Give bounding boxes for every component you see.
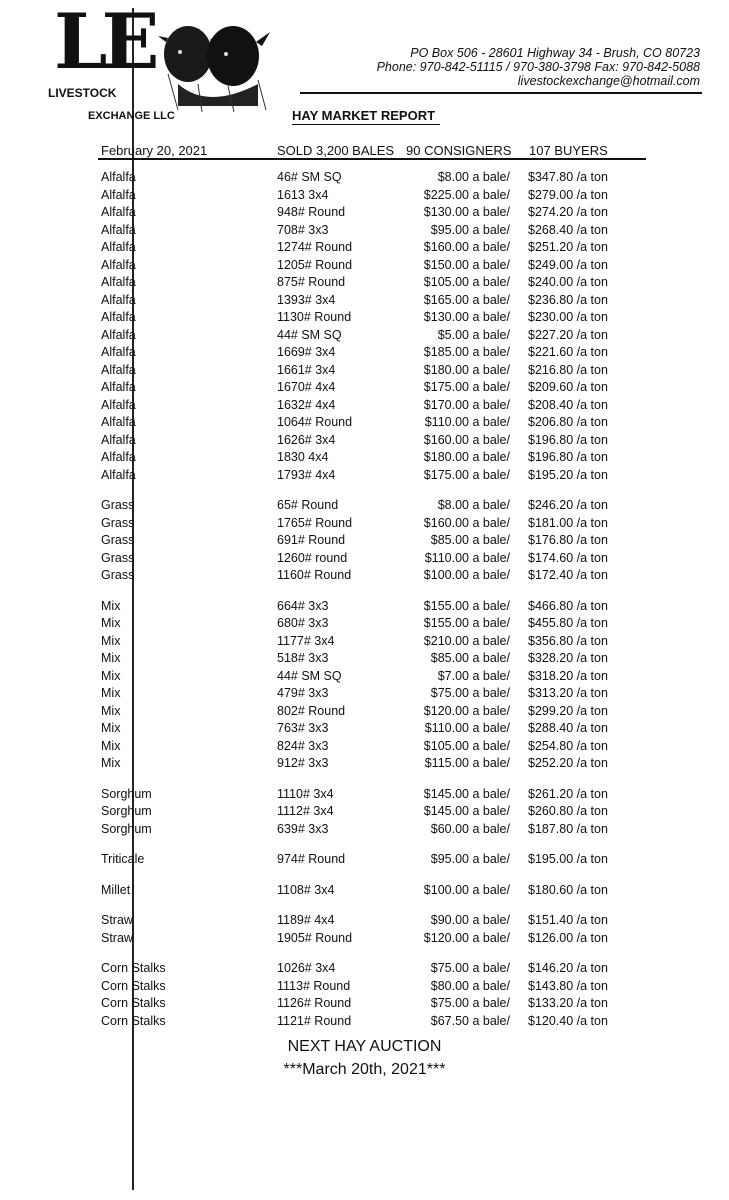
price-per-ton-cell: $466.80 /a ton (528, 598, 608, 613)
hay-type-cell: Corn Stalks (101, 978, 166, 993)
price-per-bale-cell: $130.00 a bale/ (423, 205, 510, 219)
hay-type-cell: Alfalfa (101, 170, 136, 184)
bale-description-cell: 1670# 4x4 (277, 380, 336, 394)
price-per-bale-cell: $120.00 a bale/ (423, 930, 510, 945)
table-row (0, 961, 729, 979)
bale-description-cell: 974# Round (277, 852, 346, 866)
bale-description-cell: 1274# Round (277, 240, 353, 254)
price-per-ton-cell: $299.20 /a ton (528, 703, 608, 718)
bale-description-cell: 763# 3x3 (277, 721, 329, 735)
price-per-bale-cell: $75.00 a bale/ (430, 961, 510, 975)
price-per-bale-cell: $175.00 a bale/ (423, 380, 510, 394)
price-per-bale-cell: $100.00 a bale/ (423, 568, 510, 582)
price-per-ton-cell: $176.80 /a ton (528, 533, 608, 547)
hay-type-cell: Mix (101, 598, 121, 613)
bale-description-cell: 1669# 3x4 (277, 345, 336, 359)
hay-type-cell: Mix (101, 651, 121, 665)
consigners-count: 90 CONSIGNERS (406, 143, 512, 158)
hay-type-cell: Sorghum (101, 786, 152, 801)
price-per-bale-cell: $110.00 a bale/ (424, 721, 510, 735)
price-per-ton-cell: $240.00 /a ton (528, 275, 608, 289)
price-per-bale-cell: $90.00 a bale/ (430, 913, 510, 927)
bale-description-cell: 1110# 3x4 (277, 786, 334, 801)
price-per-bale-cell: $225.00 a bale/ (423, 187, 510, 202)
price-per-bale-cell: $67.50 a bale/ (430, 1013, 510, 1028)
price-per-bale-cell: $160.00 a bale/ (423, 240, 510, 254)
price-per-bale-cell: $145.00 a bale/ (423, 786, 510, 801)
bale-description-cell: 1121# Round (277, 1013, 352, 1028)
bale-description-cell: 518# 3x3 (277, 651, 329, 665)
price-per-bale-cell: $155.00 a bale/ (423, 616, 510, 630)
price-per-ton-cell: $174.60 /a ton (528, 550, 608, 565)
price-per-ton-cell: $261.20 /a ton (528, 786, 608, 801)
logo-letter-l: LE (54, 0, 154, 86)
hay-type-cell: Mix (101, 633, 121, 648)
hay-type-cell: Alfalfa (101, 450, 136, 464)
hay-type-cell: Straw (101, 930, 133, 945)
hay-type-cell: Alfalfa (101, 257, 136, 272)
bale-description-cell: 639# 3x3 (277, 821, 329, 836)
bale-description-cell: 824# 3x3 (277, 738, 329, 753)
price-per-ton-cell: $227.20 /a ton (528, 327, 608, 342)
table-row (0, 433, 729, 451)
hay-type-cell: Sorghum (101, 821, 152, 836)
price-per-ton-cell: $288.40 /a ton (528, 721, 608, 735)
hay-type-cell: Mix (101, 616, 121, 630)
hay-type-cell: Sorghum (101, 804, 152, 818)
hay-type-cell: Mix (101, 703, 121, 718)
price-per-ton-cell: $143.80 /a ton (528, 978, 608, 993)
bale-description-cell: 44# SM SQ (277, 327, 342, 342)
price-per-ton-cell: $146.20 /a ton (528, 961, 608, 975)
bale-description-cell: 1064# Round (277, 415, 353, 429)
price-per-ton-cell: $216.80 /a ton (528, 362, 608, 377)
hay-type-cell: Mix (101, 721, 121, 735)
table-row (0, 205, 729, 223)
price-per-ton-cell: $126.00 /a ton (528, 930, 608, 945)
report-title: HAY MARKET REPORT (292, 108, 436, 123)
hay-type-cell: Grass (101, 568, 135, 582)
bale-description-cell: 664# 3x3 (277, 598, 329, 613)
hay-type-cell: Alfalfa (101, 362, 136, 377)
contact-email: livestockexchange@hotmail.com (517, 74, 700, 88)
price-per-ton-cell: $246.20 /a ton (528, 498, 608, 512)
table-row (0, 568, 729, 586)
bale-description-cell: 708# 3x3 (277, 222, 329, 237)
bale-description-cell: 1613 3x4 (277, 187, 329, 202)
table-row (0, 931, 729, 949)
bale-description-cell: 1126# Round (277, 996, 352, 1010)
price-per-bale-cell: $210.00 a bale/ (423, 633, 510, 648)
table-row (0, 363, 729, 381)
price-per-ton-cell: $356.80 /a ton (528, 633, 608, 648)
hay-type-cell: Alfalfa (101, 327, 136, 342)
table-row (0, 328, 729, 346)
bale-description-cell: 1113# Round (277, 978, 351, 993)
table-row (0, 468, 729, 486)
price-per-bale-cell: $170.00 a bale/ (423, 397, 510, 412)
title-underline (292, 124, 440, 125)
table-row (0, 275, 729, 293)
hay-type-cell: Mix (101, 668, 121, 683)
price-per-bale-cell: $160.00 a bale/ (423, 515, 510, 530)
hay-type-cell: Alfalfa (101, 222, 136, 237)
hay-type-cell: Alfalfa (101, 432, 136, 447)
bale-description-cell: 479# 3x3 (277, 686, 329, 700)
price-per-ton-cell: $328.20 /a ton (528, 651, 608, 665)
table-row (0, 240, 729, 258)
price-per-ton-cell: $455.80 /a ton (528, 616, 608, 630)
bale-description-cell: 1793# 4x4 (277, 467, 336, 482)
price-per-ton-cell: $318.20 /a ton (528, 668, 608, 683)
hay-type-cell: Grass (101, 515, 135, 530)
price-per-bale-cell: $110.00 a bale/ (424, 415, 510, 429)
price-per-bale-cell: $5.00 a bale/ (437, 327, 510, 342)
price-per-ton-cell: $221.60 /a ton (528, 345, 608, 359)
table-row (0, 533, 729, 551)
bale-description-cell: 1108# 3x4 (277, 882, 335, 897)
price-per-ton-cell: $133.20 /a ton (528, 996, 608, 1010)
price-per-ton-cell: $260.80 /a ton (528, 804, 608, 818)
header-rule (300, 92, 702, 94)
table-row (0, 170, 729, 188)
hay-type-cell: Corn Stalks (101, 961, 166, 975)
contact-phone: Phone: 970-842-51115 / 970-380-3798 Fax: 970-842-5088 (376, 60, 700, 74)
price-per-ton-cell: $181.00 /a ton (528, 515, 608, 530)
price-per-bale-cell: $80.00 a bale/ (430, 978, 510, 993)
bale-description-cell: 1765# Round (277, 515, 353, 530)
price-per-bale-cell: $100.00 a bale/ (423, 882, 510, 897)
next-auction-date: ***March 20th, 2021*** (283, 1061, 446, 1078)
price-per-ton-cell: $206.80 /a ton (528, 415, 608, 429)
table-row (0, 258, 729, 276)
bale-description-cell: 680# 3x3 (277, 616, 329, 630)
hay-type-cell: Straw (101, 913, 133, 927)
table-row (0, 996, 729, 1014)
hay-type-cell: Alfalfa (101, 292, 136, 307)
price-per-bale-cell: $165.00 a bale/ (423, 292, 510, 307)
bale-description-cell: 44# SM SQ (277, 668, 342, 683)
price-per-bale-cell: $180.00 a bale/ (423, 362, 510, 377)
hay-type-cell: Corn Stalks (101, 1013, 166, 1028)
price-per-bale-cell: $185.00 a bale/ (423, 345, 510, 359)
table-row (0, 616, 729, 634)
price-per-ton-cell: $120.40 /a ton (528, 1013, 608, 1028)
hay-type-cell: Alfalfa (101, 397, 136, 412)
table-row (0, 704, 729, 722)
table-row (0, 883, 729, 901)
table-row (0, 739, 729, 757)
table-row (0, 634, 729, 652)
table-row (0, 498, 729, 516)
price-per-bale-cell: $150.00 a bale/ (423, 257, 510, 272)
bale-description-cell: 1632# 4x4 (277, 397, 336, 412)
table-row (0, 979, 729, 997)
logo-exchange-text: EXCHANGE LLC (88, 110, 175, 122)
bale-description-cell: 1177# 3x4 (277, 633, 335, 648)
hay-type-cell: Mix (101, 756, 121, 770)
price-per-ton-cell: $347.80 /a ton (528, 170, 608, 184)
contact-block (377, 46, 700, 88)
table-row (0, 651, 729, 669)
price-per-ton-cell: $230.00 /a ton (528, 310, 608, 324)
table-row (0, 450, 729, 468)
bale-description-cell: 802# Round (277, 703, 346, 718)
price-per-ton-cell: $249.00 /a ton (528, 257, 608, 272)
table-row (0, 293, 729, 311)
bale-description-cell: 46# SM SQ (277, 170, 342, 184)
price-per-ton-cell: $195.20 /a ton (528, 467, 608, 482)
price-per-bale-cell: $110.00 a bale/ (424, 550, 510, 565)
table-row (0, 686, 729, 704)
hay-type-cell: Mix (101, 738, 121, 753)
bale-description-cell: 948# Round (277, 205, 346, 219)
price-per-bale-cell: $120.00 a bale/ (423, 703, 510, 718)
price-per-ton-cell: $196.80 /a ton (528, 432, 608, 447)
table-row (0, 188, 729, 206)
hay-type-cell: Alfalfa (101, 310, 136, 324)
bale-description-cell: 65# Round (277, 498, 339, 512)
price-per-ton-cell: $187.80 /a ton (528, 821, 608, 836)
price-per-bale-cell: $75.00 a bale/ (430, 686, 510, 700)
hay-type-cell: Alfalfa (101, 467, 136, 482)
price-per-ton-cell: $254.80 /a ton (528, 738, 608, 753)
bale-description-cell: 1130# Round (277, 310, 352, 324)
bales-sold: SOLD 3,200 BALES (277, 143, 395, 158)
bale-description-cell: 1205# Round (277, 257, 353, 272)
bale-description-cell: 1160# Round (277, 568, 352, 582)
price-per-bale-cell: $160.00 a bale/ (423, 432, 510, 447)
price-per-bale-cell: $115.00 a bale/ (424, 756, 510, 770)
price-per-ton-cell: $252.20 /a ton (528, 756, 608, 770)
bale-description-cell: 875# Round (277, 275, 346, 289)
hay-type-cell: Grass (101, 498, 135, 512)
table-row (0, 516, 729, 534)
buyers-count: 107 BUYERS (529, 143, 608, 158)
table-row (0, 721, 729, 739)
hay-type-cell: Alfalfa (101, 345, 136, 359)
bale-description-cell: 1189# 4x4 (277, 913, 335, 927)
price-per-bale-cell: $8.00 a bale/ (437, 498, 510, 512)
company-logo (48, 0, 278, 122)
price-per-bale-cell: $7.00 a bale/ (437, 668, 510, 683)
price-per-bale-cell: $105.00 a bale/ (423, 275, 510, 289)
table-row (0, 852, 729, 870)
price-per-bale-cell: $105.00 a bale/ (423, 738, 510, 753)
price-per-ton-cell: $196.80 /a ton (528, 450, 608, 464)
hay-type-cell: Triticale (101, 852, 145, 866)
price-per-ton-cell: $279.00 /a ton (528, 187, 608, 202)
logo-livestock-text: LIVESTOCK (48, 86, 117, 100)
table-row (0, 804, 729, 822)
price-per-bale-cell: $85.00 a bale/ (430, 651, 510, 665)
table-row (0, 310, 729, 328)
price-per-ton-cell: $208.40 /a ton (528, 397, 608, 412)
table-row (0, 599, 729, 617)
hay-type-cell: Alfalfa (101, 380, 136, 394)
contact-address: PO Box 506 - 28601 Highway 34 - Brush, CO 80723 (410, 46, 700, 60)
table-row (0, 1014, 729, 1032)
price-per-bale-cell: $95.00 a bale/ (430, 852, 510, 866)
price-per-ton-cell: $268.40 /a ton (528, 222, 608, 237)
price-per-bale-cell: $145.00 a bale/ (423, 804, 510, 818)
price-per-bale-cell: $85.00 a bale/ (430, 533, 510, 547)
bale-description-cell: 691# Round (277, 533, 346, 547)
hay-type-cell: Corn Stalks (101, 996, 166, 1010)
bale-description-cell: 1905# Round (277, 930, 353, 945)
hay-type-cell: Alfalfa (101, 205, 136, 219)
report-date: February 20, 2021 (101, 143, 208, 158)
bale-description-cell: 1661# 3x4 (277, 362, 336, 377)
bale-description-cell: 1112# 3x4 (277, 804, 334, 818)
price-per-ton-cell: $180.60 /a ton (528, 882, 608, 897)
table-row (0, 380, 729, 398)
hay-type-cell: Grass (101, 550, 135, 565)
price-per-bale-cell: $8.00 a bale/ (437, 170, 510, 184)
hay-type-cell: Mix (101, 686, 121, 700)
hay-type-cell: Millet (101, 882, 131, 897)
table-row (0, 398, 729, 416)
bale-description-cell: 912# 3x3 (277, 756, 329, 770)
table-row (0, 551, 729, 569)
price-per-ton-cell: $251.20 /a ton (528, 240, 608, 254)
hay-type-cell: Alfalfa (101, 415, 136, 429)
table-row (0, 223, 729, 241)
bale-description-cell: 1260# round (277, 550, 348, 565)
table-header-rule (98, 158, 646, 160)
price-per-ton-cell: $209.60 /a ton (528, 380, 608, 394)
hay-type-cell: Grass (101, 533, 135, 547)
price-per-bale-cell: $175.00 a bale/ (423, 467, 510, 482)
cattle-illustration-icon (158, 14, 278, 114)
table-row (0, 913, 729, 931)
price-per-ton-cell: $236.80 /a ton (528, 292, 608, 307)
table-row (0, 756, 729, 774)
price-per-bale-cell: $155.00 a bale/ (423, 598, 510, 613)
hay-type-cell: Alfalfa (101, 187, 136, 202)
bale-description-cell: 1393# 3x4 (277, 292, 336, 307)
price-per-ton-cell: $172.40 /a ton (528, 568, 608, 582)
hay-type-cell: Alfalfa (101, 240, 136, 254)
price-per-bale-cell: $60.00 a bale/ (430, 821, 510, 836)
price-per-ton-cell: $313.20 /a ton (528, 686, 608, 700)
table-row (0, 822, 729, 840)
price-per-ton-cell: $151.40 /a ton (528, 913, 608, 927)
bale-description-cell: 1026# 3x4 (277, 961, 336, 975)
table-row (0, 669, 729, 687)
table-row (0, 787, 729, 805)
bale-description-cell: 1830 4x4 (277, 450, 329, 464)
price-per-bale-cell: $130.00 a bale/ (423, 310, 510, 324)
price-per-bale-cell: $75.00 a bale/ (430, 996, 510, 1010)
table-row (0, 345, 729, 363)
price-per-bale-cell: $180.00 a bale/ (423, 450, 510, 464)
hay-type-cell: Alfalfa (101, 275, 136, 289)
bale-description-cell: 1626# 3x4 (277, 432, 336, 447)
price-per-ton-cell: $274.20 /a ton (528, 205, 608, 219)
table-row (0, 415, 729, 433)
next-auction-heading: NEXT HAY AUCTION (287, 1038, 442, 1055)
price-per-bale-cell: $95.00 a bale/ (430, 222, 510, 237)
price-per-ton-cell: $195.00 /a ton (528, 852, 608, 866)
